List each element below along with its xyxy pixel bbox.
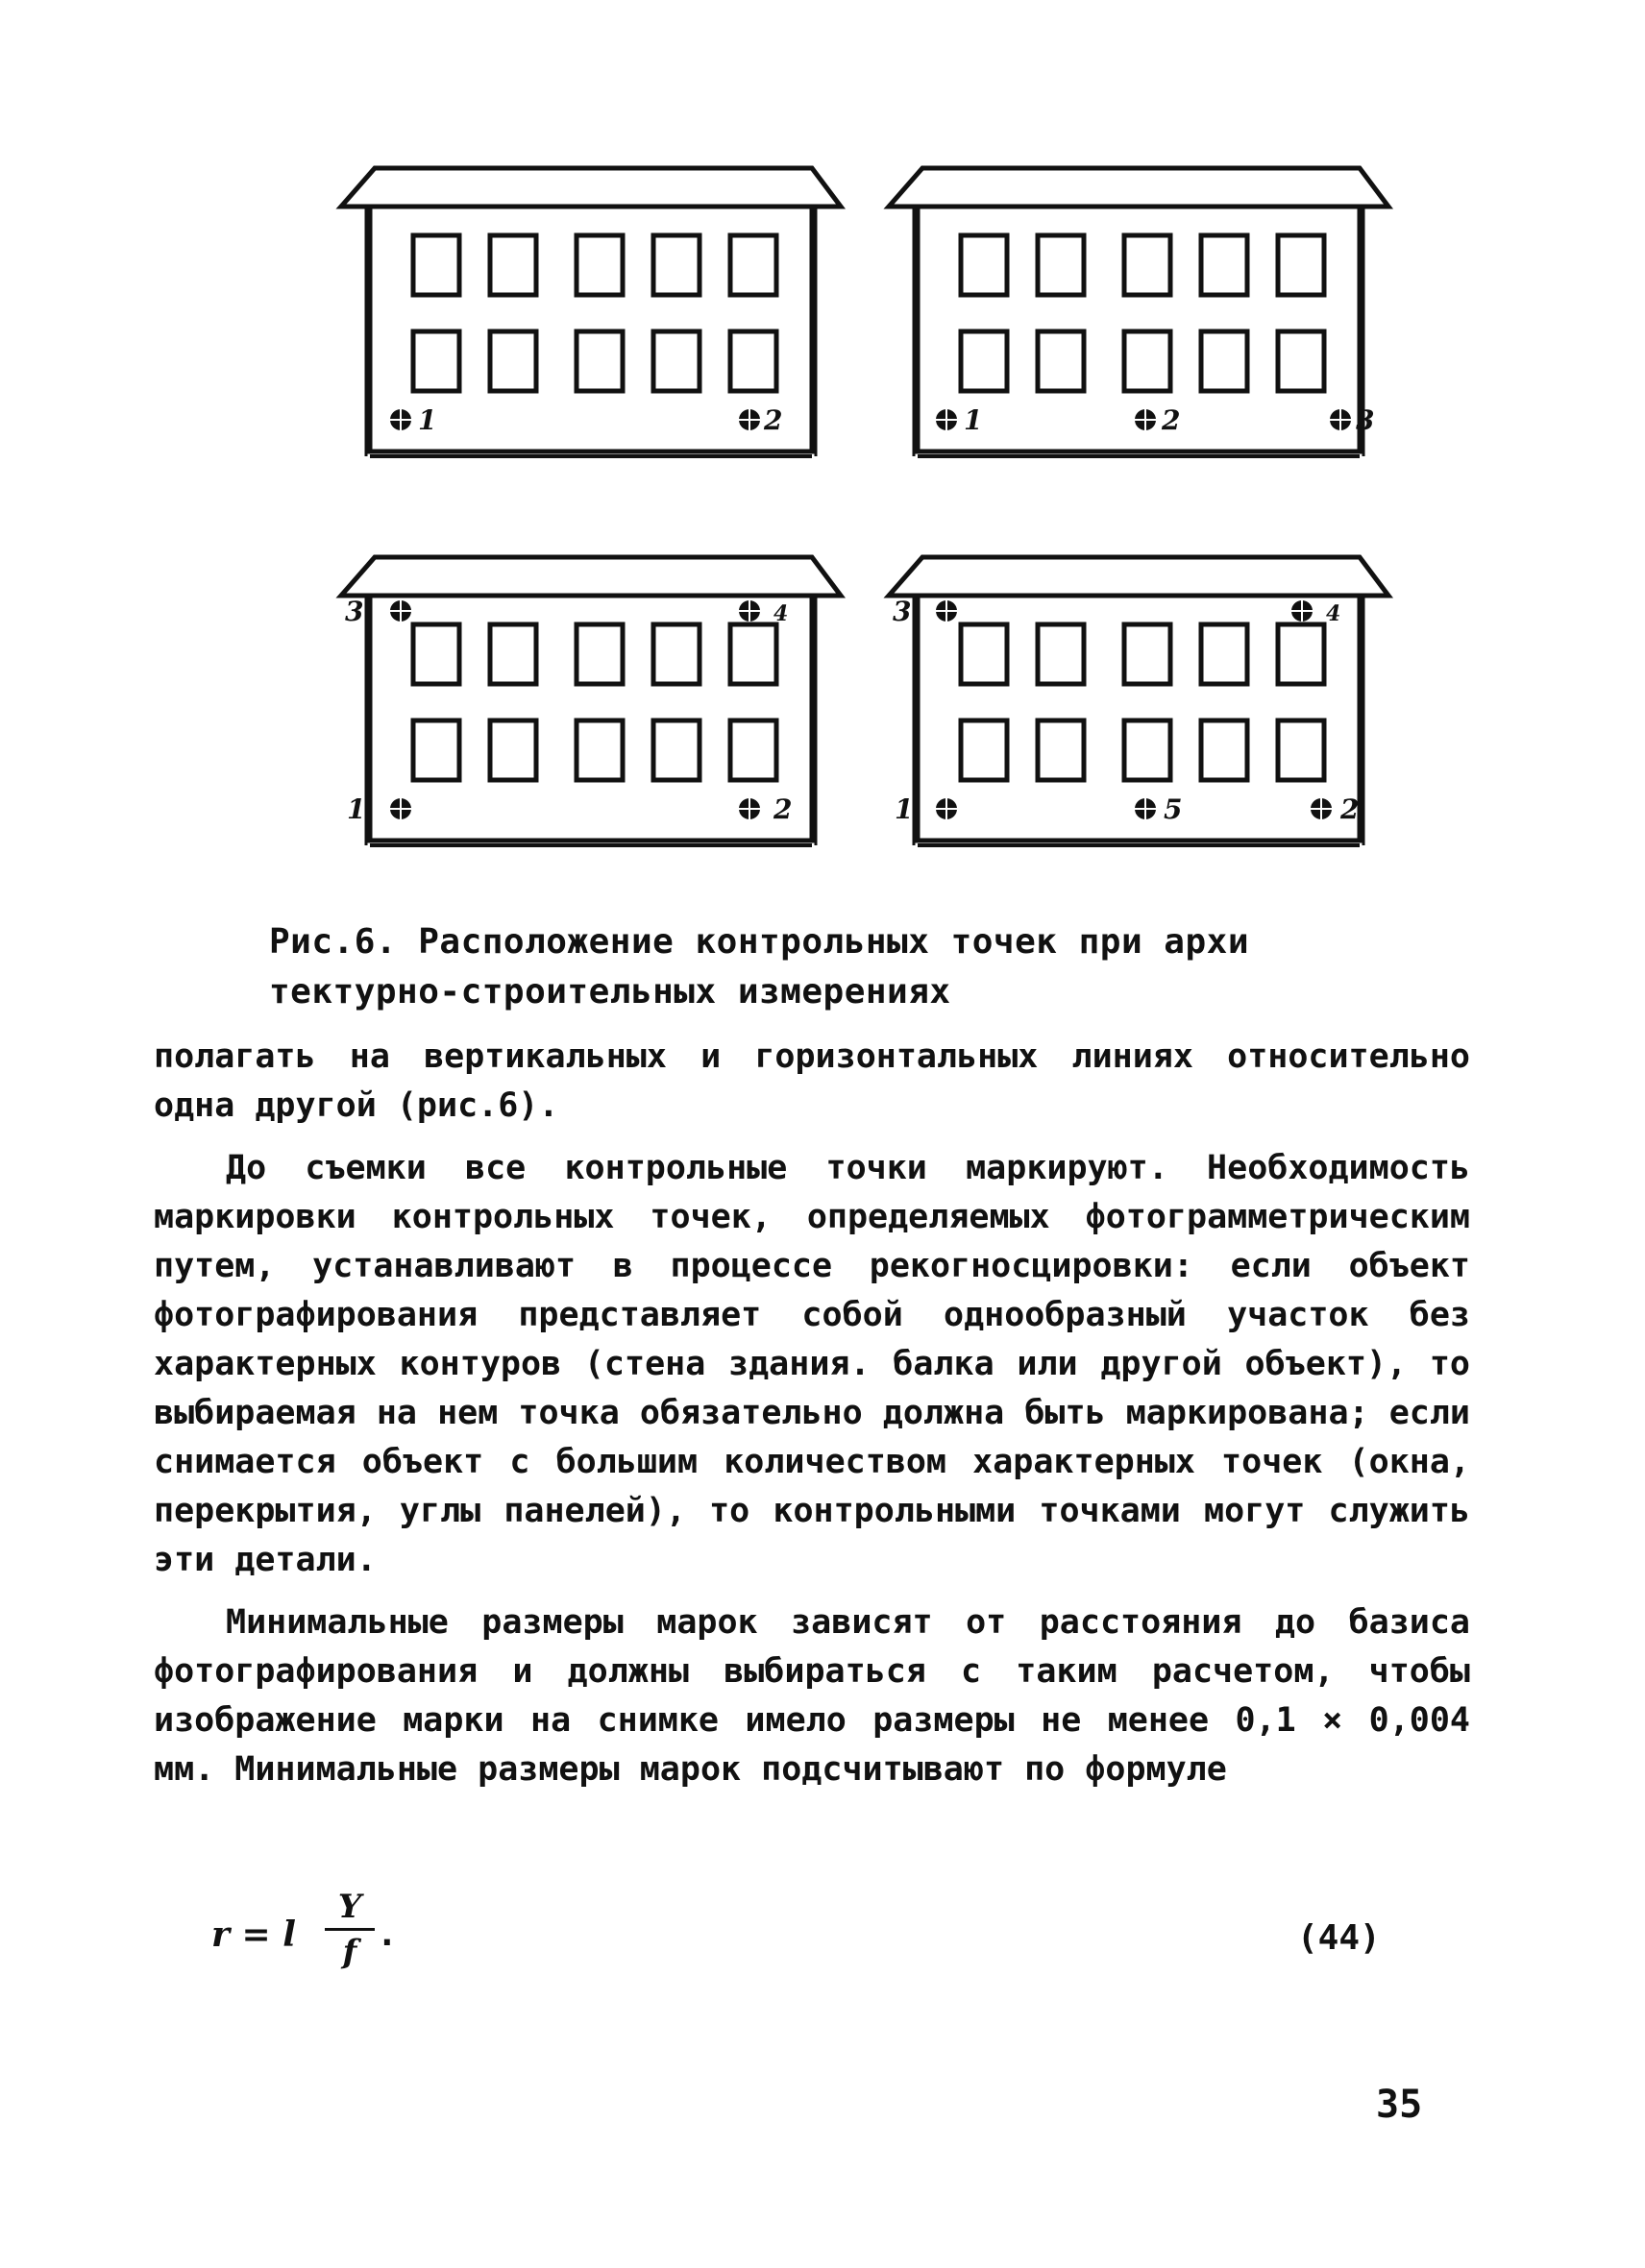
formula-denominator: f (342, 1933, 357, 1971)
caption-line-2: тектурно-строительных измерениях (269, 972, 951, 1012)
control-point-3 (1330, 409, 1351, 430)
svg-text:2: 2 (773, 793, 793, 825)
page-number: 35 (1376, 2083, 1423, 2127)
control-point-1 (936, 798, 957, 819)
control-point-1 (390, 798, 411, 819)
paragraph-2: До съемки все контрольные точки маркируют. Необходимость маркировки контрольных точек, определяемых фотограмметрическим путем, устанавливают в процессе рекогносцировки: если объект фотографирования представляет собой однообразный участок без характерных контуров (стена здания. балка или другой объект), то выбираемая на нем точка обязательно должна быть маркирована; если снимается объект с большим количеством характерных точек (окна, перекрытия, углы панелей), то контрольными точками могут служить эти детали. (154, 1149, 1470, 1579)
formula-period: . (377, 1914, 398, 1954)
svg-text:3: 3 (893, 596, 912, 627)
svg-text:2: 2 (764, 404, 783, 436)
control-point-1 (936, 409, 957, 430)
control-point-2 (739, 798, 760, 819)
svg-text:4: 4 (773, 601, 789, 626)
formula-44 (211, 1888, 1461, 2003)
building-a (341, 168, 841, 456)
formula-fraction (325, 1888, 375, 1971)
figure-caption (269, 917, 1422, 1017)
control-point-3 (936, 600, 957, 622)
svg-text:5: 5 (1164, 793, 1183, 825)
paragraph-3: Минимальные размеры марок зависят от расстояния до базиса фотографирования и должны выбираться с таким расчетом, чтобы изображение марки на снимке имело размеры не менее 0,1 × 0,004 мм. Минимальные размеры марок подсчитывают по формуле (154, 1603, 1470, 1789)
control-point-2 (1311, 798, 1332, 819)
svg-text:1: 1 (347, 793, 366, 825)
caption-line-1: Рис.6. Расположение контрольных точек при архи (269, 922, 1249, 962)
formula-lhs: r = l (211, 1914, 296, 1955)
formula-numerator: Y (325, 1888, 375, 1931)
control-point-2 (739, 409, 760, 430)
control-point-4 (1291, 600, 1313, 622)
svg-text:1: 1 (418, 404, 437, 436)
body-text (154, 1033, 1470, 1794)
svg-text:2: 2 (1162, 404, 1181, 436)
control-point-5 (1135, 798, 1156, 819)
building-c (341, 557, 841, 845)
control-point-1 (390, 409, 411, 430)
paragraph-1: полагать на вертикальных и горизонтальных линиях относительно одна другой (рис.6). (154, 1037, 1470, 1125)
control-point-2 (1135, 409, 1156, 430)
control-point-3 (390, 600, 411, 622)
control-points-figure (0, 0, 1645, 865)
svg-text:4: 4 (1326, 601, 1341, 626)
svg-text:3: 3 (345, 596, 364, 627)
control-point-4 (739, 600, 760, 622)
formula-number: (44) (1297, 1918, 1381, 1958)
building-b (889, 168, 1388, 456)
svg-text:1: 1 (895, 793, 914, 825)
svg-text:2: 2 (1340, 793, 1360, 825)
svg-text:1: 1 (964, 404, 983, 436)
building-d (889, 557, 1388, 845)
svg-text:3: 3 (1356, 404, 1375, 436)
